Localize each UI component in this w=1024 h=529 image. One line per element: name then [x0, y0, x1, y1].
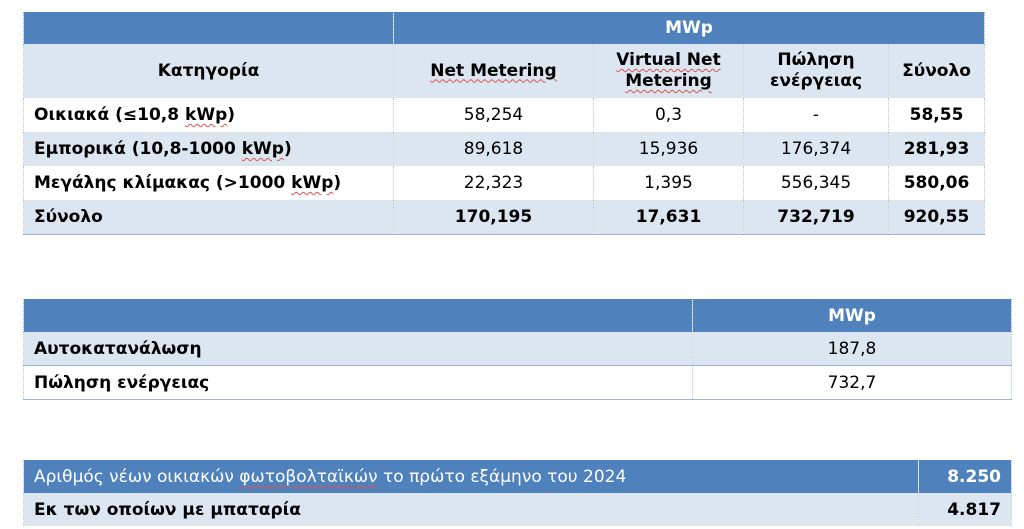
row-label [24, 98, 394, 132]
row-value: 732,7 [693, 366, 1012, 400]
row-label-unit: kWp [185, 105, 228, 125]
col-header-energy-sale [744, 44, 889, 98]
unit-header: MWp [693, 299, 1012, 332]
col-header-category: Κατηγορία [24, 44, 394, 98]
virtual-cell: 1,395 [594, 166, 744, 200]
row-label-text: Εμπορικά (10,8-1000 [34, 139, 242, 159]
row-label-suffix: το πρώτο εξάμηνο του 2024 [377, 466, 627, 487]
row-label-suffix: ) [283, 139, 292, 159]
col-header-virtual-line2: Metering [625, 71, 712, 91]
row-label: Πώληση ενέργειας [24, 366, 693, 400]
row-label-underlined: φωτοβολταϊκών [239, 466, 378, 487]
total-cell: 281,93 [889, 132, 985, 166]
row-label-suffix: ) [333, 173, 342, 193]
total-cell: 58,55 [889, 98, 985, 132]
col-header-net-metering-label: Net Metering [430, 60, 557, 81]
row-value: 4.817 [919, 493, 1012, 526]
total-sale: 732,719 [744, 200, 889, 235]
table-row [24, 332, 1012, 366]
unit-header: MWp [394, 12, 985, 44]
total-net-metering: 170,195 [394, 200, 594, 235]
virtual-cell: 15,936 [594, 132, 744, 166]
row-label-unit: kWp [291, 173, 334, 193]
row-label [24, 460, 919, 493]
col-header-virtual-line1: Virtual Net [616, 50, 721, 70]
net-metering-cell: 58,254 [394, 98, 594, 132]
virtual-cell: 0,3 [594, 98, 744, 132]
sale-cell: - [744, 98, 889, 132]
table-row [24, 366, 1012, 400]
self-consumption-table [23, 299, 1012, 400]
row-label-text: Μεγάλης κλίμακας (>1000 [34, 173, 292, 193]
empty-header-cell [24, 299, 693, 332]
empty-header-cell [24, 12, 394, 44]
row-label-text: Εκ των οποίων με μπαταρία [34, 499, 301, 520]
total-row-label: Σύνολο [24, 200, 394, 235]
row-label-text: Οικιακά (≤10,8 [34, 105, 186, 125]
mwp-by-category-table [23, 12, 985, 235]
grand-total: 920,55 [889, 200, 985, 235]
row-label-suffix: ) [227, 105, 236, 125]
col-header-sale-line2: ενέργειας [769, 71, 863, 91]
row-label [24, 166, 394, 200]
row-value: 187,8 [693, 332, 1012, 366]
col-header-virtual-net-metering [594, 44, 744, 98]
total-cell: 580,06 [889, 166, 985, 200]
col-header-total: Σύνολο [889, 44, 985, 98]
sale-cell: 556,345 [744, 166, 889, 200]
row-label [24, 132, 394, 166]
row-value: 8.250 [919, 460, 1012, 493]
row-label-unit: kWp [241, 139, 284, 159]
table-row [24, 98, 985, 132]
total-row [24, 200, 985, 235]
net-metering-cell: 22,323 [394, 166, 594, 200]
total-virtual: 17,631 [594, 200, 744, 235]
row-label: Αυτοκατανάλωση [24, 332, 693, 366]
table-row [24, 493, 1012, 526]
sale-cell: 176,374 [744, 132, 889, 166]
table-row [24, 132, 985, 166]
row-label [24, 493, 919, 526]
col-header-sale-line1: Πώληση [777, 50, 855, 70]
table-row [24, 460, 1012, 493]
new-residential-pv-table [23, 460, 1012, 526]
net-metering-cell: 89,618 [394, 132, 594, 166]
table-row [24, 166, 985, 200]
row-label-text: Αριθμός νέων οικιακών [34, 466, 240, 487]
col-header-net-metering [394, 44, 594, 98]
